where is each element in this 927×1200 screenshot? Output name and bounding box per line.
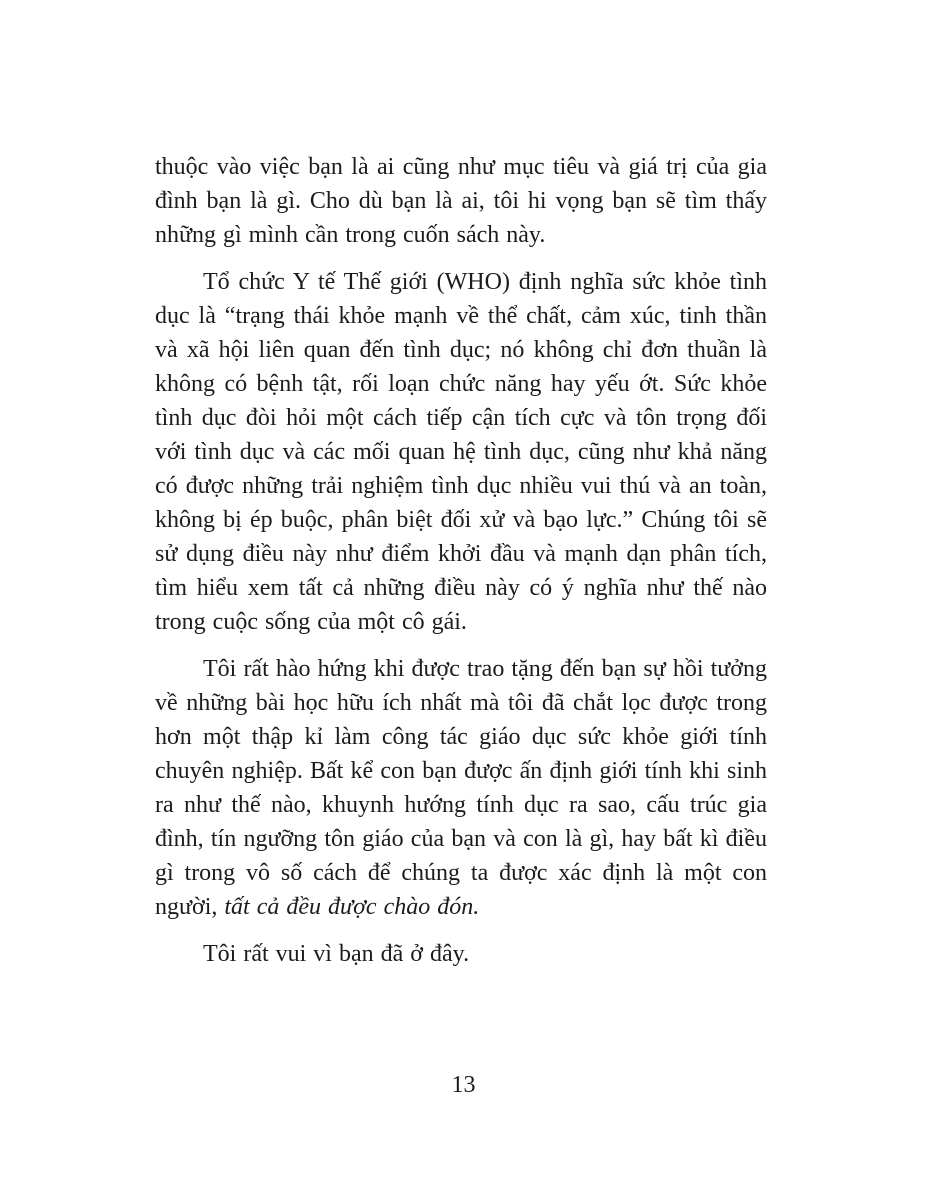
paragraph: Tổ chức Y tế Thế giới (WHO) định nghĩa sức khỏe tình dục là “trạng thái khỏe mạnh về thể chất, cảm xúc, tinh thần và xã hội liên quan đến tình dục; nó không chỉ đơn thuần là không có bệnh tật, rối loạn chức năng hay yếu ớt. Sức khỏe tình dục đòi hỏi một cách tiếp cận tích cực và tôn trọng đối với tình dục và các mối quan hệ tình dục, cũng như khả năng có được những trải nghiệm tình dục nhiều vui thú và an toàn, không bị ép buộc, phân biệt đối xử và bạo lực.” Chúng tôi sẽ sử dụng điều này như điểm khởi đầu và mạnh dạn phân tích, tìm hiểu xem tất cả những điều này có ý nghĩa như thế nào trong cuộc sống của một cô gái. <box>155 269 767 635</box>
body-text <box>155 150 767 984</box>
page-number: 13 <box>451 1072 476 1098</box>
paragraph-text: Tôi rất hào hứng khi được trao tặng đến bạn sự hồi tưởng về những bài học hữu ích nhất mà tôi đã chắt lọc được trong hơn một thập kỉ làm công tác giáo dục sức khỏe giới tính chuyên nghiệp. Bất kể con bạn được ấn định giới tính khi sinh ra như thế nào, khuynh hướng tính dục ra sao, cấu trúc gia đình, tín ngưỡng tôn giáo của bạn và con là gì, hay bất kì điều gì trong vô số cách để chúng ta được xác định là một con người, <box>155 656 767 920</box>
paragraph: Tôi rất vui vì bạn đã ở đây. <box>203 941 470 967</box>
paragraph-italic-text: tất cả đều được chào đón. <box>224 894 480 920</box>
paragraph <box>155 652 767 924</box>
paragraph: thuộc vào việc bạn là ai cũng như mục tiêu và giá trị của gia đình bạn là gì. Cho dù bạn là ai, tôi hi vọng bạn sẽ tìm thấy những gì mình cần trong cuốn sách này. <box>155 154 767 248</box>
